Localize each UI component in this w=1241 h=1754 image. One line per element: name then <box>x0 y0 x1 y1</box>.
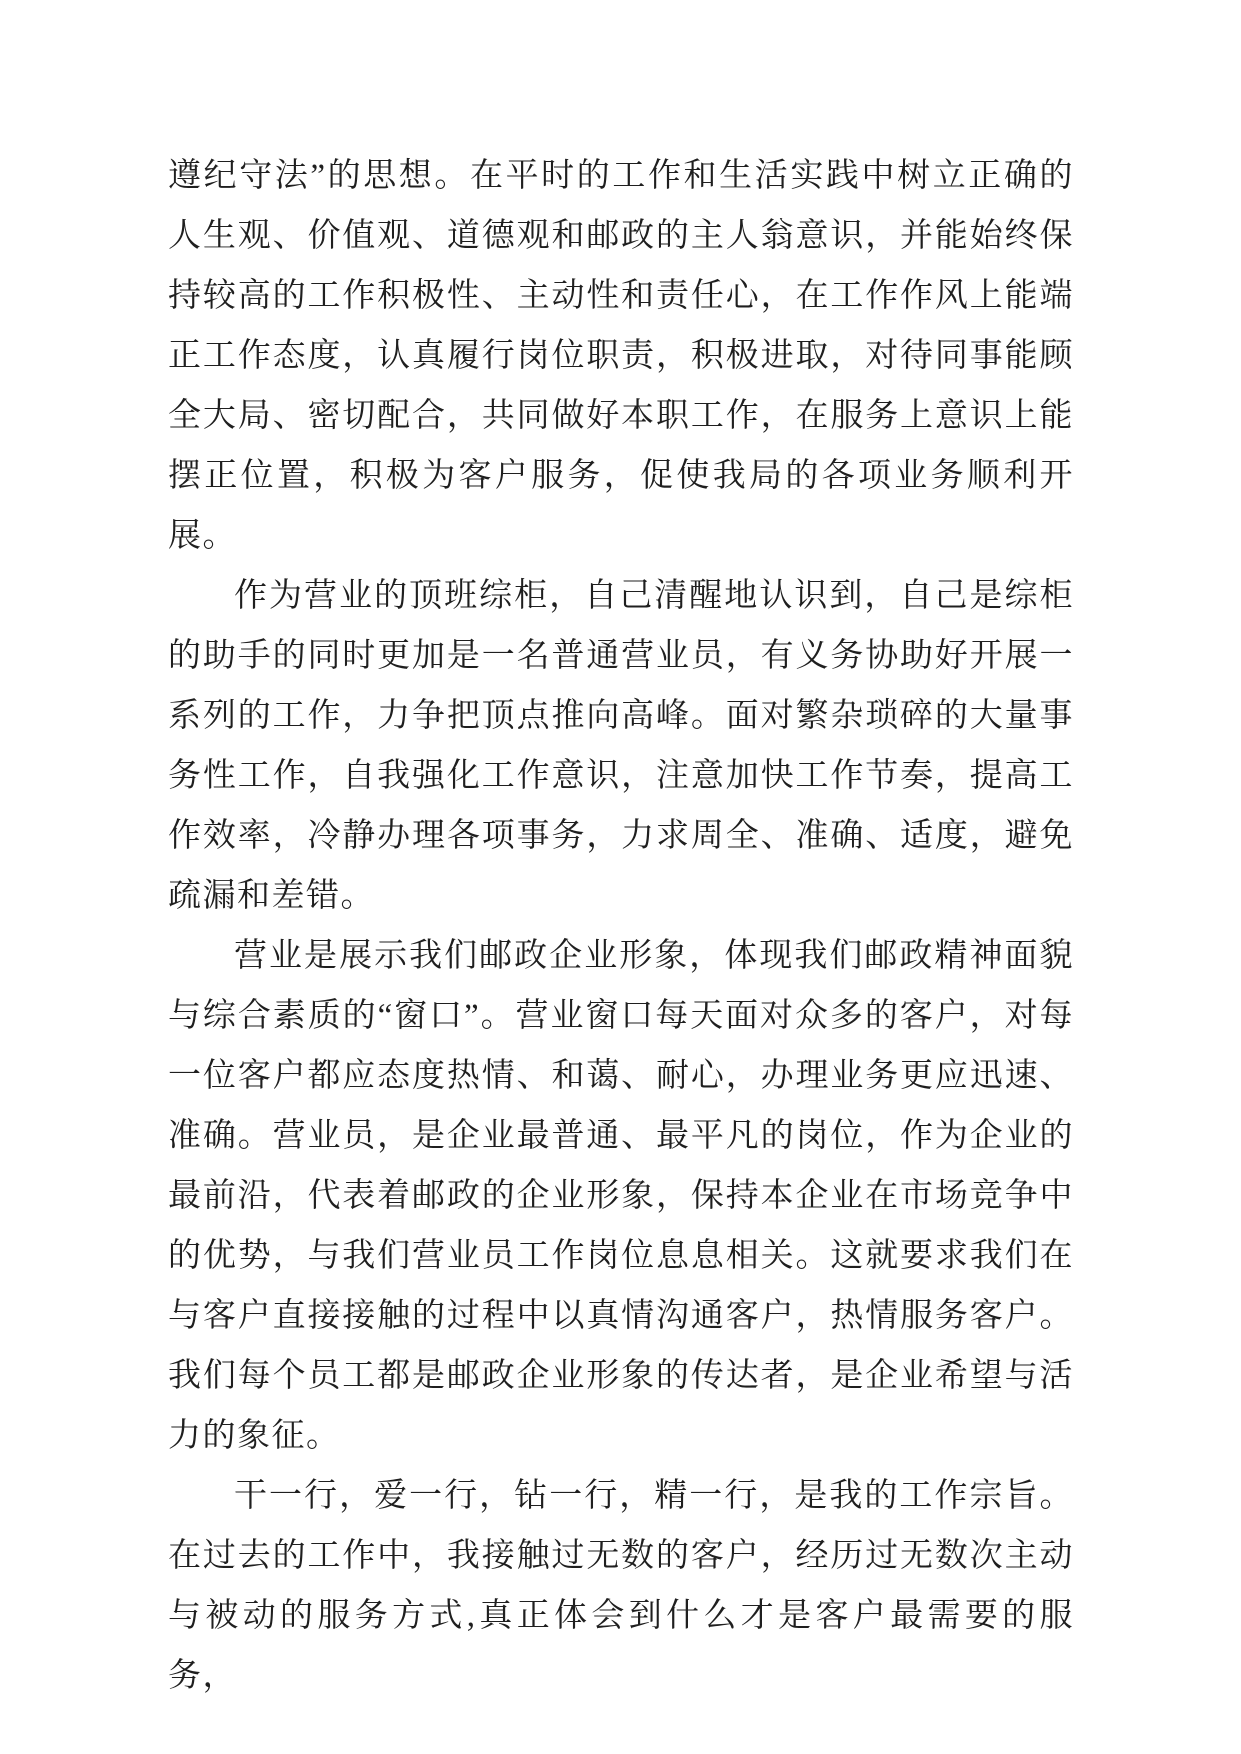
paragraph: 遵纪守法”的思想。在平时的工作和生活实践中树立正确的人生观、价值观、道德观和邮政的主人翁意识，并能始终保持较高的工作积极性、主动性和责任心，在工作作风上能端正工作态度，认真履行岗位职责，积极进取，对待同事能顾全大局、密切配合，共同做好本职工作，在服务上意识上能摆正位置，积极为客户服务，促使我局的各项业务顺利开展。 <box>168 158 1074 554</box>
paragraph: 营业是展示我们邮政企业形象，体现我们邮政精神面貌与综合素质的“窗口”。营业窗口每天面对众多的客户，对每一位客户都应态度热情、和蔼、耐心，办理业务更应迅速、准确。营业员，是企业最普通、最平凡的岗位，作为企业的最前沿，代表着邮政的企业形象，保持本企业在市场竞争中的优势，与我们营业员工作岗位息息相关。这就要求我们在与客户直接接触的过程中以真情沟通客户，热情服务客户。我们每个员工都是邮政企业形象的传达者，是企业希望与活力的象征。 <box>168 938 1074 1454</box>
paragraph: 干一行，爱一行，钻一行，精一行，是我的工作宗旨。在过去的工作中，我接触过无数的客户，经历过无数次主动与被动的服务方式,真正体会到什么才是客户最需要的服务， <box>168 1478 1074 1694</box>
paragraph: 作为营业的顶班综柜，自己清醒地认识到，自己是综柜的助手的同时更加是一名普通营业员，有义务协助好开展一系列的工作，力争把顶点推向高峰。面对繁杂琐碎的大量事务性工作，自我强化工作意识，注意加快工作节奏，提高工作效率，冷静办理各项事务，力求周全、准确、适度，避免疏漏和差错。 <box>168 578 1074 914</box>
document-body <box>168 146 1074 1706</box>
